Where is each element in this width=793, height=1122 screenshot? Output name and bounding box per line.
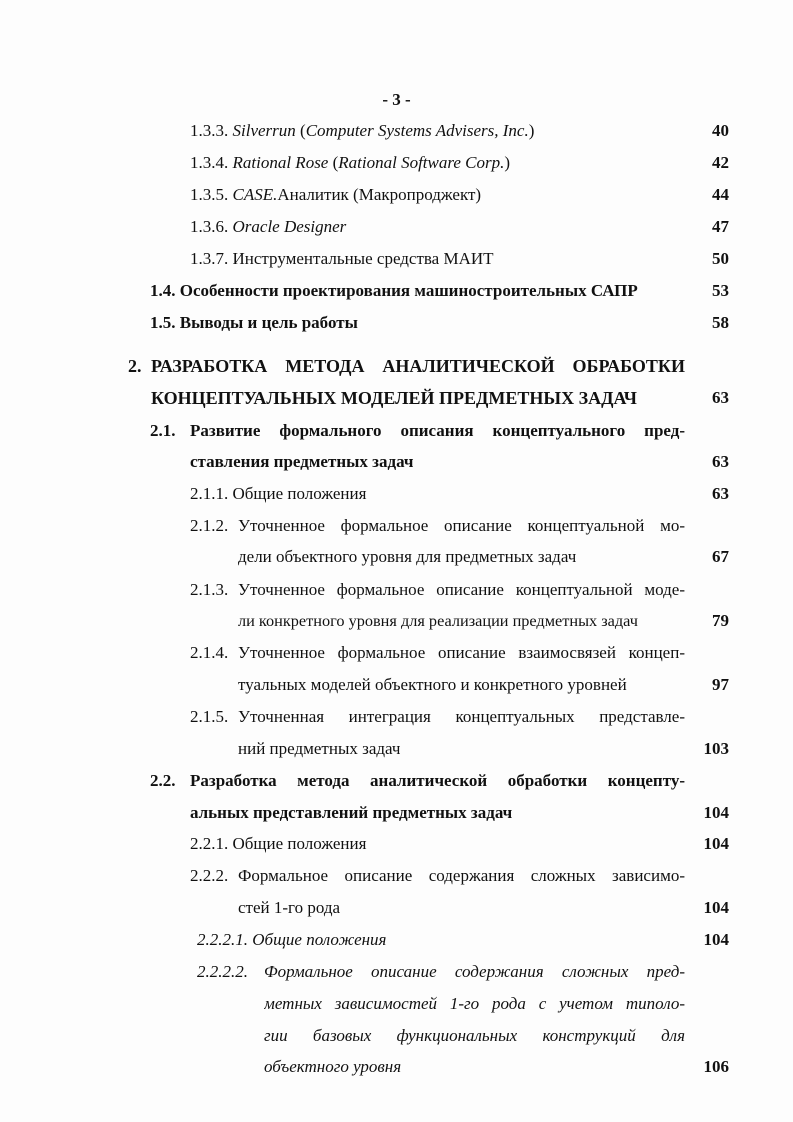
entry-number: 1.3.5. xyxy=(190,185,229,204)
entry-page: 104 xyxy=(703,834,729,853)
entry-page: 63 xyxy=(712,452,729,471)
entry-page: 47 xyxy=(712,217,729,236)
entry-title: Общие положения xyxy=(232,834,367,853)
entry-page: 106 xyxy=(703,1057,729,1076)
entry-page: 58 xyxy=(712,313,729,332)
entry-title: Общие положения xyxy=(252,930,387,949)
entry-title-italic: Rational Rose xyxy=(232,153,329,172)
toc-entry-2-2-2-line1: Формальное описание содержания сложных зависимо- xyxy=(238,866,685,885)
entry-page: 63 xyxy=(712,388,729,407)
entry-title-part: ( xyxy=(328,153,339,172)
toc-entry-2-2-number: 2.2. xyxy=(150,771,176,790)
toc-chapter-2-line2: КОНЦЕПТУАЛЬНЫХ МОДЕЛЕЙ ПРЕДМЕТНЫХ ЗАДАЧ xyxy=(151,388,637,408)
entry-title-italic: Silverrun xyxy=(232,121,296,140)
entry-title-italic-2: Computer Systems Advisers, Inc. xyxy=(305,121,529,140)
entry-number: 1.3.6. xyxy=(190,217,229,236)
entry-page: 53 xyxy=(712,281,729,300)
toc-entry-2-1-5-line2: ний предметных задач xyxy=(238,739,401,758)
toc-entry-2-2-2-2-line3: гии базовых функциональных конструкций для xyxy=(264,1026,685,1045)
entry-page: 40 xyxy=(712,121,729,140)
entry-number: 2.2.1. xyxy=(190,834,229,853)
toc-entry-1-3-4 xyxy=(190,153,510,173)
entry-page: 104 xyxy=(703,930,729,949)
toc-chapter-2-line1: РАЗРАБОТКА МЕТОДА АНАЛИТИЧЕСКОЙ ОБРАБОТКИ xyxy=(151,356,685,376)
entry-page: 104 xyxy=(703,898,729,917)
entry-title-part: ( xyxy=(295,121,306,140)
entry-page: 97 xyxy=(712,675,729,694)
toc-entry-1-3-7 xyxy=(190,249,494,269)
toc-entry-2-1-3-line2: ли конкретного уровня для реализации предметных задач xyxy=(238,611,638,630)
entry-number: 2.2.2.1. xyxy=(197,930,248,949)
toc-entry-1-4 xyxy=(150,281,638,301)
entry-page: 44 xyxy=(712,185,729,204)
entry-title: Общие положения xyxy=(232,484,367,503)
toc-entry-2-1-5-line1: Уточненная интеграция концептуальных представле- xyxy=(238,707,685,726)
entry-page: 79 xyxy=(712,611,729,630)
toc-entry-2-2-1 xyxy=(190,834,366,854)
entry-number: 2.1.1. xyxy=(190,484,229,503)
entry-title: Инструментальные средства МАИТ xyxy=(232,249,494,268)
toc-entry-2-1-2-line1: Уточненное формальное описание концептуальной мо- xyxy=(238,516,685,535)
entry-number: 1.3.7. xyxy=(190,249,229,268)
toc-entry-2-1-2-number: 2.1.2. xyxy=(190,516,229,535)
entry-title-part: Аналитик (Макропроджект) xyxy=(277,185,482,204)
entry-page: 67 xyxy=(712,547,729,566)
entry-page: 103 xyxy=(703,739,729,758)
entry-number: 1.3.3. xyxy=(190,121,229,140)
toc-chapter-2-number: 2. xyxy=(128,356,142,376)
toc-entry-2-2-2-2-number: 2.2.2.2. xyxy=(197,962,248,981)
toc-entry-2-2-line2: альных представлений предметных задач xyxy=(190,803,513,822)
entry-title: Особенности проектирования машиностроительных САПР xyxy=(179,281,638,300)
toc-entry-2-2-2-2-line4: объектного уровня xyxy=(264,1057,402,1076)
toc-entry-1-3-6 xyxy=(190,217,346,237)
toc-entry-2-1-line2: ставления предметных задач xyxy=(190,452,414,471)
toc-entry-2-1-number: 2.1. xyxy=(150,421,176,440)
entry-title-part-2: ) xyxy=(528,121,535,140)
page-number: - 3 - xyxy=(382,90,411,109)
entry-title-italic: Oracle Designer xyxy=(232,217,347,236)
entry-page: 63 xyxy=(712,484,729,503)
toc-entry-2-1-2-line2: дели объектного уровня для предметных задач xyxy=(238,547,577,566)
entry-page: 104 xyxy=(703,803,729,822)
toc-entry-2-1-3-line1: Уточненное формальное описание концептуальной моде- xyxy=(238,580,685,599)
toc-entry-1-5 xyxy=(150,313,358,333)
toc-entry-2-2-2-2-line1: Формальное описание содержания сложных пред- xyxy=(264,962,685,981)
toc-entry-2-1-4-line2: туальных моделей объектного и конкретного уровней xyxy=(238,675,627,694)
entry-title: Выводы и цель работы xyxy=(179,313,358,332)
entry-title-part-2: ) xyxy=(504,153,511,172)
entry-page: 50 xyxy=(712,249,729,268)
toc-entry-2-1-1 xyxy=(190,484,366,504)
toc-entry-2-1-4-line1: Уточненное формальное описание взаимосвязей концеп- xyxy=(238,643,685,662)
toc-entry-2-2-2-line2: стей 1-го рода xyxy=(238,898,341,917)
toc-entry-2-1-5-number: 2.1.5. xyxy=(190,707,229,726)
toc-entry-2-2-2-2-line2: метных зависимостей 1-го рода с учетом типоло- xyxy=(264,994,685,1013)
entry-page: 42 xyxy=(712,153,729,172)
entry-number: 1.5. xyxy=(150,313,176,332)
entry-number: 1.4. xyxy=(150,281,176,300)
entry-number: 1.3.4. xyxy=(190,153,229,172)
toc-entry-1-3-3 xyxy=(190,121,534,141)
toc-entry-2-1-line1: Развитие формального описания концептуального пред- xyxy=(190,421,685,440)
toc-entry-1-3-5 xyxy=(190,185,481,205)
toc-entry-2-1-4-number: 2.1.4. xyxy=(190,643,229,662)
toc-entry-2-2-2-number: 2.2.2. xyxy=(190,866,229,885)
entry-title-italic-2: Rational Software Corp. xyxy=(338,153,505,172)
toc-entry-2-1-3-number: 2.1.3. xyxy=(190,580,229,599)
entry-title-italic: CASE. xyxy=(232,185,278,204)
toc-entry-2-2-2-1 xyxy=(197,930,386,950)
toc-entry-2-2-line1: Разработка метода аналитической обработки концепту- xyxy=(190,771,685,790)
